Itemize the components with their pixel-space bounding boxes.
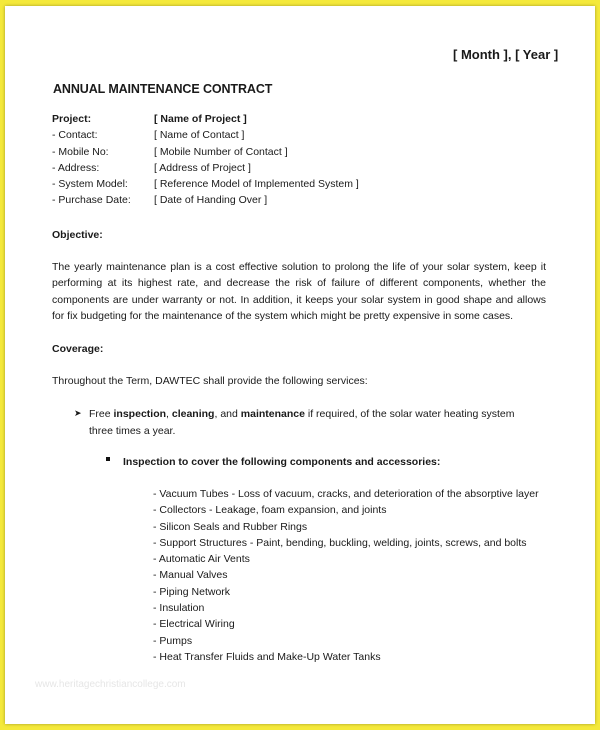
inspection-subheading: Inspection to cover the following components and accessories: — [123, 456, 441, 468]
list-item: - Silicon Seals and Rubber Rings — [153, 520, 308, 533]
field-value: [ Name of Project ] — [154, 113, 247, 125]
list-item: - Heat Transfer Fluids and Make-Up Water Tanks — [153, 650, 381, 663]
service-bullet-text — [89, 406, 519, 440]
field-value: [ Name of Contact ] — [154, 129, 245, 142]
bullet-text-bold: inspection — [113, 408, 167, 420]
list-item: - Support Structures - Paint, bending, buckling, welding, joints, screws, and bolts — [153, 536, 527, 549]
inspection-items-list — [153, 487, 539, 666]
field-label: - Address: — [52, 161, 100, 174]
document-page — [5, 6, 595, 724]
list-item: - Manual Valves — [153, 569, 228, 582]
field-value: [ Date of Handing Over ] — [154, 194, 268, 207]
square-bullet-icon — [106, 457, 110, 461]
coverage-heading: Coverage: — [52, 343, 104, 355]
list-item: - Automatic Air Vents — [153, 553, 250, 566]
list-item: - Insulation — [153, 602, 205, 615]
field-label: Project: — [52, 113, 92, 125]
bullet-text-bold: maintenance — [240, 408, 305, 420]
date-placeholder: [ Month ], [ Year ] — [453, 47, 559, 62]
document-title: ANNUAL MAINTENANCE CONTRACT — [53, 82, 273, 96]
watermark: www.heritagechristiancollege.com — [35, 679, 186, 690]
coverage-intro: Throughout the Term, DAWTEC shall provide the following services: — [52, 375, 368, 387]
list-item: - Electrical Wiring — [153, 618, 235, 631]
objective-heading: Objective: — [52, 229, 103, 241]
field-label: - Mobile No: — [52, 145, 109, 158]
bullet-text-part: , — [166, 408, 172, 420]
field-value: [ Reference Model of Implemented System ] — [154, 178, 359, 191]
bullet-text-part: Free — [89, 408, 114, 420]
list-item: - Collectors - Leakage, foam expansion, and joints — [153, 504, 387, 517]
field-label: - Contact: — [52, 129, 98, 142]
arrow-bullet-icon: ➤ — [74, 408, 82, 418]
field-value: [ Address of Project ] — [154, 161, 251, 174]
field-label: - System Model: — [52, 178, 128, 191]
bullet-text-bold: cleaning — [171, 408, 215, 420]
field-value: [ Mobile Number of Contact ] — [154, 145, 288, 158]
list-item: - Pumps — [153, 634, 193, 647]
objective-paragraph: The yearly maintenance plan is a cost effective solution to prolong the life of your solar system, keep it performing at its highest rate, and decrease the risk of failure of different components, whether the components are under warranty or not. In addition, it keeps your solar system in good shape and allows for fix budgeting for the maintenance of the system which might be pretty expensive in some cases. — [52, 261, 546, 322]
field-label: - Purchase Date: — [52, 194, 131, 207]
list-item: - Vacuum Tubes - Loss of vacuum, cracks, and deterioration of the absorptive layer — [153, 488, 539, 500]
bullet-text-part: if required, of the solar water heating system three times a year. — [89, 408, 515, 437]
bullet-text-part: , and — [214, 408, 241, 420]
list-item: - Piping Network — [153, 585, 231, 598]
